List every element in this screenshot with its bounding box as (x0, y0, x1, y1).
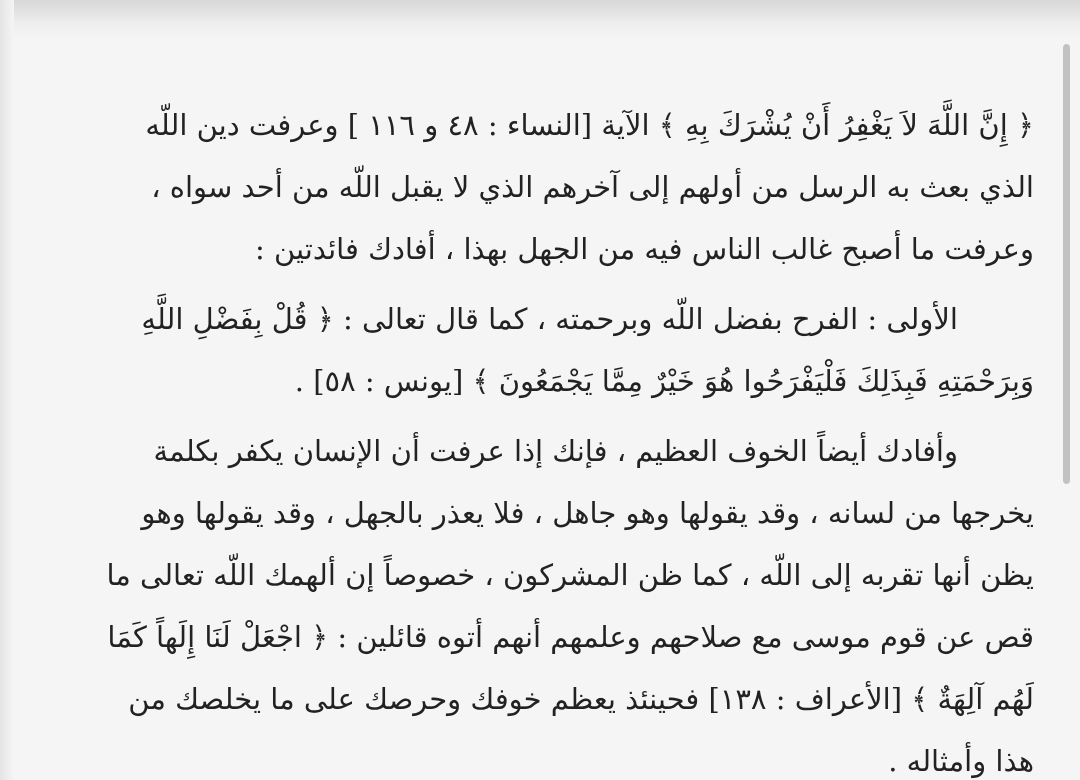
text-line: يخرجها من لسانه ، وقد يقولها وهو جاهل ، فلا يعذر بالجهل ، وقد يقولها وهو (141, 496, 1034, 530)
text-line: هذا وأمثاله . (888, 744, 1034, 778)
text-line: لَهُم آلِهَةٌ ﴾ [الأعراف : ١٣٨] فحينئذ يعظم خوفك وحرصك على ما يخلصك من (128, 682, 1034, 716)
text-line: قص عن قوم موسى مع صلاحهم وعلمهم أنهم أتوه قائلين : ﴿ اجْعَلْ لَنَا إِلَهاً كَمَا (107, 620, 1034, 654)
text-line: وَبِرَحْمَتِهِ فَبِذَلِكَ فَلْيَفْرَحُوا هُوَ خَيْرٌ مِمَّا يَجْمَعُونَ ﴾ [يونس : ٥٨] . (294, 364, 1034, 398)
top-shadow (0, 0, 1080, 40)
text-line: وعرفت ما أصبح غالب الناس فيه من الجهل بهذا ، أفادك فائدتين : (254, 232, 1034, 266)
text-line: وأفادك أيضاً الخوف العظيم ، فإنك إذا عرفت أن الإنسان يكفر بكلمة (153, 434, 958, 468)
text-line: الأولى : الفرح بفضل اللّه وبرحمته ، كما قال تعالى : ﴿ قُلْ بِفَضْلِ اللَّهِ (141, 302, 958, 336)
paragraph-3 (64, 420, 1034, 780)
text-line: ﴿ إِنَّ اللَّهَ لاَ يَغْفِرُ أَنْ يُشْرَكَ بِهِ ﴾ الآية [النساء : ٤٨ و ١١٦ ] وعرفت دين اللّه (145, 108, 1034, 142)
text-line: يظن أنها تقربه إلى اللّه ، كما ظن المشركون ، خصوصاً إن ألهمك اللّه تعالى ما (106, 558, 1034, 592)
text-line: الذي بعث به الرسل من أولهم إلى آخرهم الذي لا يقبل اللّه من أحد سواه ، (151, 170, 1034, 204)
paragraph-2 (64, 288, 1034, 412)
paragraph-1 (64, 94, 1034, 280)
page-edge (0, 0, 14, 780)
scrollbar[interactable] (1063, 44, 1070, 484)
